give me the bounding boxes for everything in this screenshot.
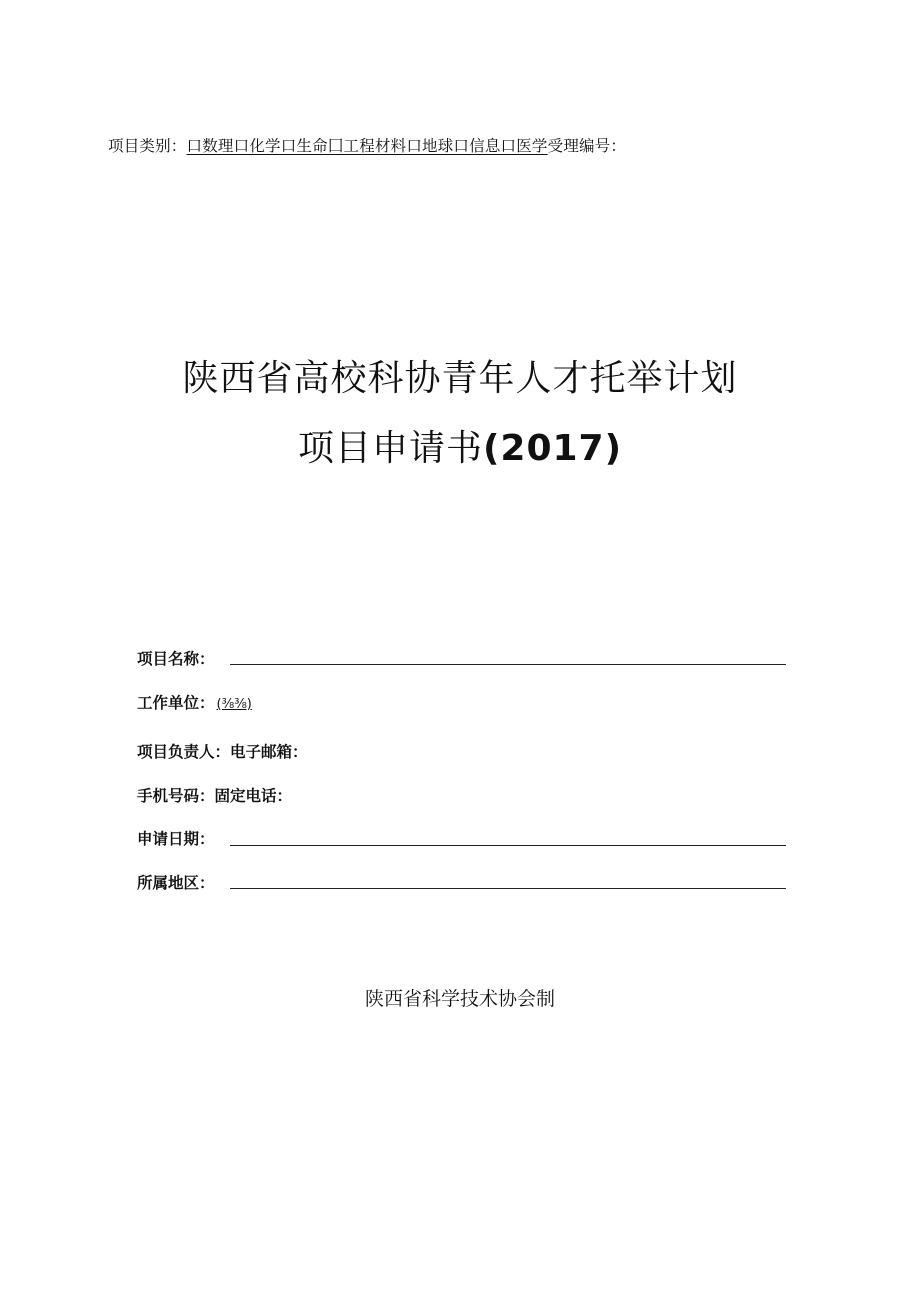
- issuer-footer: 陕西省科学技术协会制: [364, 988, 555, 1010]
- project-name-line[interactable]: [230, 664, 786, 665]
- document-subtitle: [0, 420, 920, 471]
- work-unit-value: (⅜⅜): [216, 697, 252, 712]
- project-category-line: [108, 134, 626, 156]
- email-label: 电子邮箱：: [230, 743, 308, 761]
- apply-date-line[interactable]: [230, 845, 786, 846]
- mobile-label: 手机号码：: [137, 787, 215, 805]
- subtitle-year: (2017): [482, 428, 623, 469]
- region-field: [137, 871, 215, 893]
- phone-field: [137, 784, 292, 806]
- apply-date-label: 申请日期：: [137, 830, 215, 848]
- work-unit-label: 工作单位：: [137, 694, 215, 712]
- category-options: 口数理口化学口生命囗工程材料口地球口信息口医学: [186, 137, 548, 155]
- document-title: 陕西省高校科协青年人才托举计划: [182, 358, 738, 399]
- region-line[interactable]: [230, 888, 786, 889]
- leader-label: 项目负责人：: [137, 743, 231, 761]
- project-name-field: [137, 647, 215, 669]
- category-label: 项目类别：: [108, 137, 187, 155]
- apply-date-field: [137, 827, 215, 849]
- subtitle-text: 项目申请书: [297, 428, 483, 469]
- leader-email-field: [137, 740, 308, 762]
- project-name-label: 项目名称：: [137, 650, 215, 668]
- region-label: 所属地区：: [137, 874, 215, 892]
- receipt-number-label: 受理编号：: [547, 137, 627, 155]
- work-unit-field: [137, 691, 252, 713]
- landline-label: 固定电话：: [214, 787, 293, 805]
